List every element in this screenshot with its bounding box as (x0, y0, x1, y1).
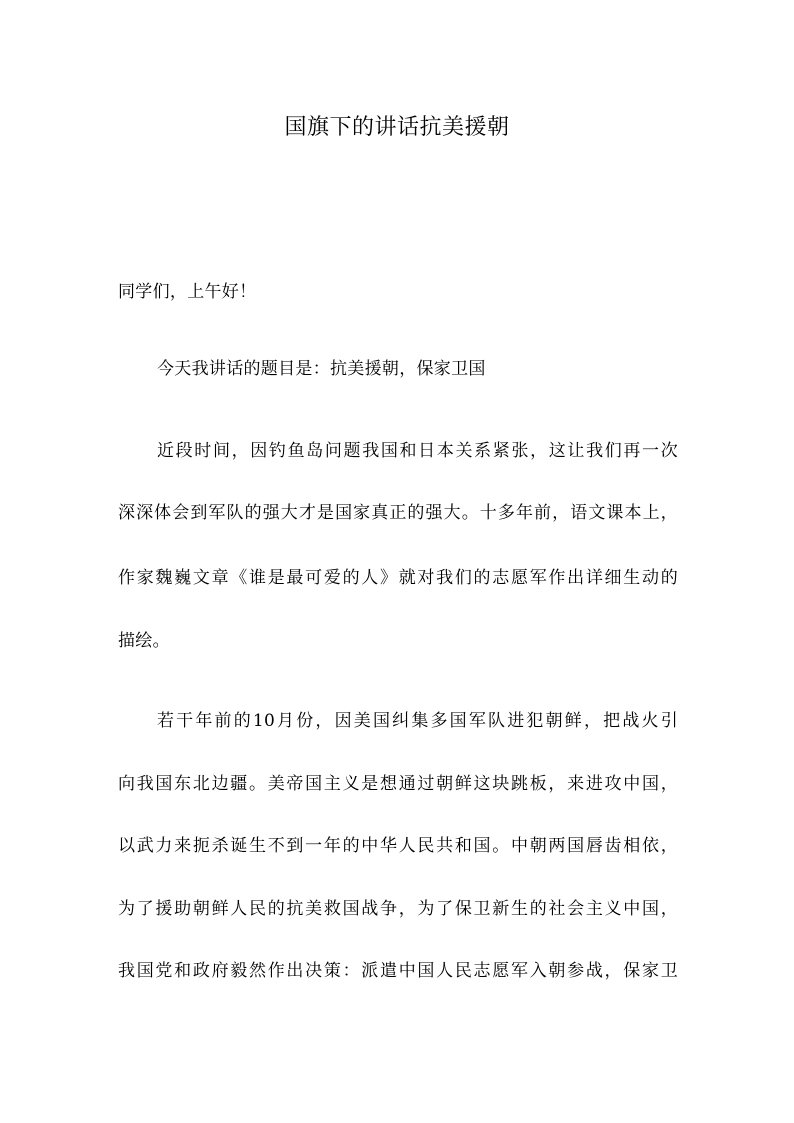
paragraph-2-line-5: 我国党和政府毅然作出决策：派遣中国人民志愿军入朝参战，保家卫 (118, 961, 678, 981)
paragraph-1-line-4: 描绘。 (118, 631, 170, 651)
paragraph-1-line-3: 作家魏巍文章《谁是最可爱的人》就对我们的志愿军作出详细生动的 (118, 568, 678, 588)
paragraph-2-line-3: 以武力来扼杀诞生不到一年的中华人民共和国。中朝两国唇齿相依， (118, 836, 678, 856)
page-title: 国旗下的讲话抗美援朝 (284, 115, 510, 140)
greeting-line: 同学们，上午好！ (118, 282, 257, 302)
paragraph-1-line-2: 深深体会到军队的强大才是国家真正的强大。十多年前，语文课本上， (118, 503, 678, 523)
paragraph-2-line-2: 向我国东北边疆。美帝国主义是想通过朝鲜这块跳板，来进攻中国， (118, 774, 678, 794)
paragraph-2-line-1: 若干年前的10月份，因美国纠集多国军队进犯朝鲜，把战火引 (157, 711, 678, 731)
topic-line: 今天我讲话的题目是：抗美援朝，保家卫国 (157, 359, 486, 379)
paragraph-2-line-4: 为了援助朝鲜人民的抗美救国战争，为了保卫新生的社会主义中国， (118, 899, 678, 919)
paragraph-1-line-1: 近段时间，因钓鱼岛问题我国和日本关系紧张，这让我们再一次 (157, 441, 678, 461)
